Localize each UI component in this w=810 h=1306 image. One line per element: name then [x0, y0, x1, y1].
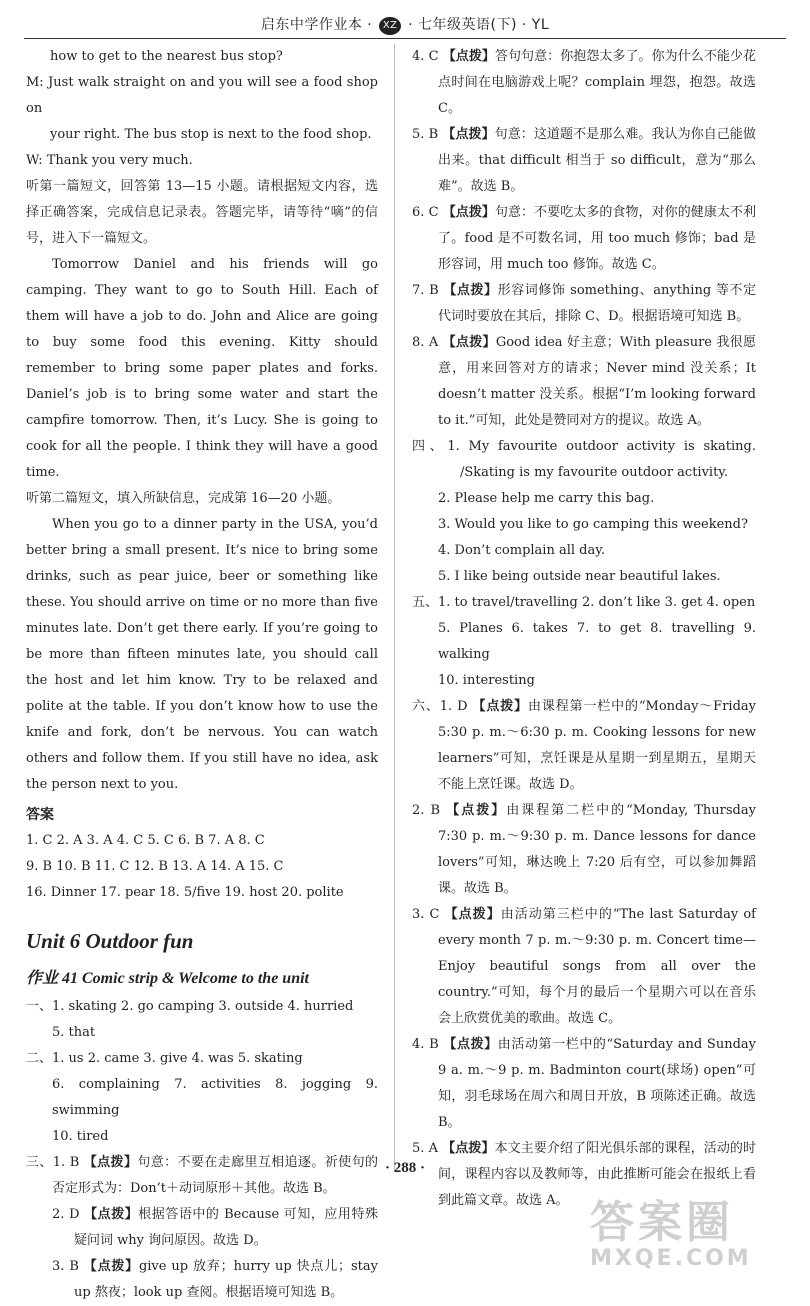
- explanation-item: 5. B 【点拨】句意：这道题不是那么难。我认为你自己能做出来。that difficult 相当于 so difficult，意为“那么难”。故选 B。: [412, 127, 756, 194]
- section-4-line: 2. Please help me carry this bag.: [438, 491, 655, 506]
- explanation-item: 六、1. D 【点拨】由课程第一栏中的“Monday～Friday 5:30 p. m.～6:30 p. m. Cooking lessons for new learners”可知，烹饪课是从星期一到星期五，星期天不能上烹饪课。故选 D。: [412, 699, 756, 792]
- passage-2: When you go to a dinner party in the USA, you’d better bring a small present. It’s nice to bring some drinks, such as pear juice, beer or something like these. You should arrive on time or no more than five minutes late. Don’t get there early. If you’re going to be more than fifteen minutes late, you should call the host and let him know. Try to be relaxed and polite at the table. If you don’t know how to use the knife and fork, don’t be nervous. You can watch others and follow them. If you still have no idea, ask the person next to you.: [26, 517, 378, 792]
- watermark-cn: 答案圈: [590, 1197, 734, 1248]
- instruction-1: 听第一篇短文，回答第 13—15 小题。请根据短文内容，选择正确答案，完成信息记录表。答题完毕，请等待“嘀”的信号，进入下一篇短文。: [26, 179, 378, 246]
- answer-row: 9. B 10. B 11. C 12. B 13. A 14. A 15. C: [26, 859, 284, 874]
- header-subject: · 七年级英语(下) · YL: [403, 17, 550, 33]
- dialog-line: your right. The bus stop is next to the food shop.: [50, 127, 372, 142]
- section-2-line: 10. tired: [52, 1129, 109, 1144]
- explanation-item: 4. B 【点拨】由活动第一栏中的“Saturday and Sunday 9 a. m.～9 p. m. Badminton court(球场) open”可知，羽毛球场在周六和周日开放，B 项陈述正确。故选 B。: [412, 1037, 756, 1130]
- section-1-line: 一、1. skating 2. go camping 3. outside 4. hurried: [26, 999, 354, 1014]
- header-rule: [24, 38, 786, 39]
- dialog-line: M: Just walk straight on and you will see a food shop on: [26, 75, 378, 116]
- section-1-line: 5. that: [52, 1025, 96, 1040]
- right-column: [412, 44, 756, 1214]
- explanation-item: 5. A 【点拨】本文主要介绍了阳光俱乐部的课程，活动的时间，课程内容以及教师等，由此推断可能会在报纸上看到此篇文章。故选 A。: [412, 1141, 756, 1208]
- explanation-item: 4. C 【点拨】答句句意：你抱怨太多了。你为什么不能少花点时间在电脑游戏上呢？complain 埋怨，抱怨。故选 C。: [412, 49, 756, 116]
- explanation-item: 2. B 【点拨】由课程第二栏中的“Monday, Thursday 7:30 p. m.～9:30 p. m. Dance lessons for dance lovers”可知，琳达晚上 7:20 后有空，可以参加舞蹈课。故选 B。: [412, 803, 756, 896]
- header-book-title: 启东中学作业本 ·: [260, 17, 378, 33]
- explanation-item: 8. A 【点拨】Good idea 好主意；With pleasure 我很愿意，用来回答对方的请求；Never mind 没关系；It doesn’t matter 没关系。根据“I’m looking forward to it.”可知，此处是赞同对方的提议。故选 A。: [412, 335, 756, 428]
- explanation-item: 3. B 【点拨】give up 放弃；hurry up 快点儿；stay up 熬夜；look up 查阅。根据语境可知选 B。: [52, 1259, 378, 1300]
- explanation-item: 6. C 【点拨】句意：不要吃太多的食物，对你的健康太不利了。food 是不可数名词，用 too much 修饰；bad 是形容词，用 much too 修饰。故选 C。: [412, 205, 756, 272]
- column-divider: [394, 44, 395, 1170]
- explanation-item: 三、1. B 【点拨】句意：不要在走廊里互相追逐。祈使句的否定形式为：Don’t＋动词原形＋其他。故选 B。: [26, 1155, 378, 1196]
- dialog-line: W: Thank you very much.: [26, 153, 193, 168]
- page-number: · 288 ·: [384, 1160, 425, 1176]
- section-4-line: 四、1. My favourite outdoor activity is skating. /Skating is my favourite outdoor activity.: [412, 439, 756, 480]
- answer-row: 1. C 2. A 3. A 4. C 5. C 6. B 7. A 8. C: [26, 833, 265, 848]
- section-5-line: 五、1. to travel/travelling 2. don’t like 3. get 4. open: [412, 595, 756, 610]
- watermark-en: MXQE.COM: [590, 1246, 752, 1271]
- explanation-item: 3. C 【点拨】由活动第三栏中的“The last Saturday of every month 7 p. m.～9:30 p. m. Concert time—Enjoy beautiful songs from all over the country.”可知，每个月的最后一个星期六可以在音乐会上欣赏优美的歌曲。故选 C。: [412, 907, 756, 1026]
- section-5-line: 5. Planes 6. takes 7. to get 8. travelling 9. walking: [438, 621, 756, 662]
- work-title: 作业 41 Comic strip & Welcome to the unit: [26, 970, 309, 987]
- answer-title: 答案: [26, 807, 54, 823]
- section-4-line: 4. Don’t complain all day.: [438, 543, 605, 558]
- section-2-line: 6. complaining 7. activities 8. jogging 9. swimming: [52, 1077, 378, 1118]
- section-2-line: 二、1. us 2. came 3. give 4. was 5. skating: [26, 1051, 303, 1066]
- explanation-item: 7. B 【点拨】形容词修饰 something、anything 等不定代词时要放在其后，排除 C、D。根据语境可知选 B。: [412, 283, 756, 324]
- left-column: [26, 44, 378, 1306]
- answer-row: 16. Dinner 17. pear 18. 5/five 19. host 20. polite: [26, 885, 344, 900]
- explanation-item: 2. D 【点拨】根据答语中的 Because 可知，应用特殊疑问词 why 询问原因。故选 D。: [52, 1207, 378, 1248]
- watermark-logo: [590, 1186, 780, 1271]
- running-header: [0, 14, 810, 35]
- section-4-line: 3. Would you like to go camping this weekend?: [438, 517, 748, 532]
- section-4-line: 5. I like being outside near beautiful lakes.: [438, 569, 721, 584]
- instruction-2: 听第二篇短文，填入所缺信息，完成第 16—20 小题。: [26, 491, 341, 506]
- unit-title: Unit 6 Outdoor fun: [26, 929, 194, 953]
- dialog-line: how to get to the nearest bus stop?: [50, 49, 283, 64]
- passage-1: Tomorrow Daniel and his friends will go camping. They want to go to South Hill. Each of them will have a job to do. John and Alice are going to buy some food this evening. Kitty should remember to bring some paper plates and forks. Daniel’s job is to bring some water and start the campfire tomorrow. Then, it’s Lucy. She is going to cook for all the people. I think they will have a good time.: [26, 257, 378, 480]
- header-badge: XZ: [379, 17, 401, 35]
- section-5-line: 10. interesting: [438, 673, 535, 688]
